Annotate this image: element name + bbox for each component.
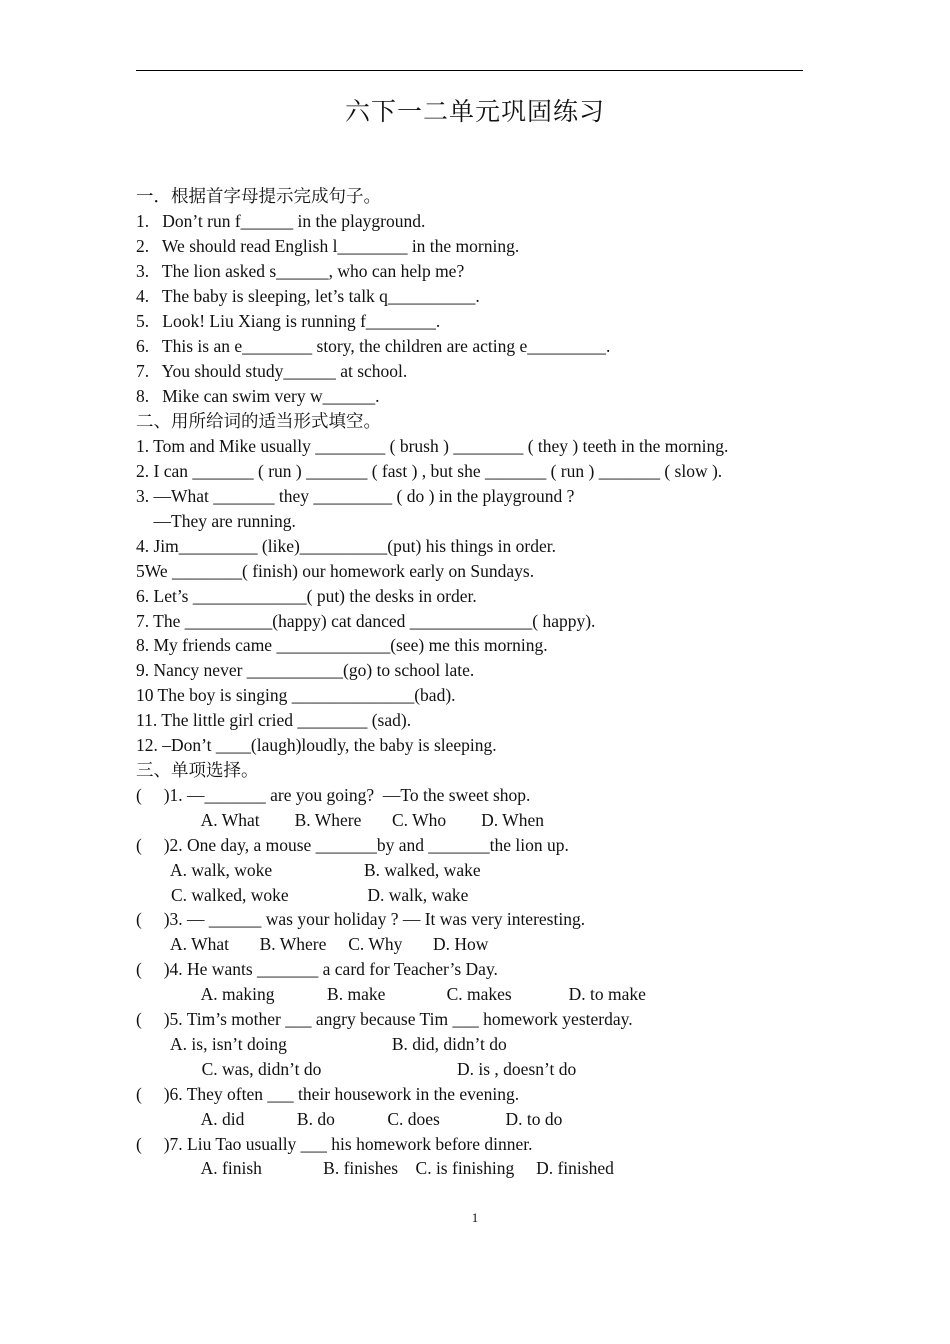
question-line: ( )4. He wants _______ a card for Teacher’s Day. <box>136 959 498 979</box>
list-item: 6. This is an e________ story, the children are acting e_________. <box>136 336 611 356</box>
list-item: 4. The baby is sleeping, let’s talk q__________. <box>136 286 480 306</box>
list-item: 2. We should read English l________ in the morning. <box>136 236 520 256</box>
list-item: 2. I can _______ ( run ) _______ ( fast ) , but she _______ ( run ) _______ ( slow ). <box>136 461 723 481</box>
list-item: 5We ________( finish) our homework early on Sundays. <box>136 561 535 581</box>
section1-heading: 一．根据首字母提示完成句子。 <box>136 186 381 206</box>
options-line: A. walk, woke B. walked, wake <box>136 860 481 880</box>
section3-heading: 三、单项选择。 <box>136 760 259 780</box>
list-item: 9. Nancy never ___________(go) to school late. <box>136 660 475 680</box>
list-item: 8. Mike can swim very w______. <box>136 386 380 406</box>
options-line: A. What B. Where C. Why D. How <box>136 934 489 954</box>
list-item: 4. Jim_________ (like)__________(put) his things in order. <box>136 536 556 556</box>
list-item: 12. –Don’t ____(laugh)loudly, the baby is sleeping. <box>136 735 497 755</box>
question-line: ( )5. Tim’s mother ___ angry because Tim ___ homework yesterday. <box>136 1009 633 1029</box>
question-line: ( )7. Liu Tao usually ___ his homework before dinner. <box>136 1134 533 1154</box>
list-item: 10 The boy is singing ______________(bad). <box>136 685 456 705</box>
list-item: 1. Don’t run f______ in the playground. <box>136 211 426 231</box>
options-line: C. was, didn’t do D. is , doesn’t do <box>136 1059 577 1079</box>
options-line: A. is, isn’t doing B. did, didn’t do <box>136 1034 507 1054</box>
list-item: 3. —What _______ they _________ ( do ) in the playground ? <box>136 486 575 506</box>
list-item: 5. Look! Liu Xiang is running f________. <box>136 311 441 331</box>
question-line: ( )2. One day, a mouse _______by and _______the lion up. <box>136 835 569 855</box>
list-item: 11. The little girl cried ________ (sad). <box>136 710 412 730</box>
list-item: 3. The lion asked s______, who can help me? <box>136 261 465 281</box>
options-line: A. What B. Where C. Who D. When <box>136 810 544 830</box>
list-item: 8. My friends came _____________(see) me this morning. <box>136 635 548 655</box>
section2-heading: 二、用所给词的适当形式填空。 <box>136 411 381 431</box>
list-item: 7. You should study______ at school. <box>136 361 408 381</box>
page-title: 六下一二单元巩固练习 <box>344 99 605 126</box>
page-number: 1 <box>471 1210 479 1225</box>
header-rule <box>136 70 803 71</box>
list-item: 1. Tom and Mike usually ________ ( brush ) ________ ( they ) teeth in the morning. <box>136 436 729 456</box>
list-item: 6. Let’s _____________( put) the desks in order. <box>136 586 477 606</box>
question-line: ( )3. — ______ was your holiday ? — It was very interesting. <box>136 909 586 929</box>
question-line: ( )1. —_______ are you going? —To the sweet shop. <box>136 785 531 805</box>
list-item: —They are running. <box>136 511 296 531</box>
options-line: A. did B. do C. does D. to do <box>136 1109 563 1129</box>
question-line: ( )6. They often ___ their housework in the evening. <box>136 1084 520 1104</box>
options-line: A. making B. make C. makes D. to make <box>136 984 646 1004</box>
options-line: C. walked, woke D. walk, wake <box>136 885 469 905</box>
options-line: A. finish B. finishes C. is finishing D. finished <box>136 1158 614 1178</box>
list-item: 7. The __________(happy) cat danced ______________( happy). <box>136 611 596 631</box>
